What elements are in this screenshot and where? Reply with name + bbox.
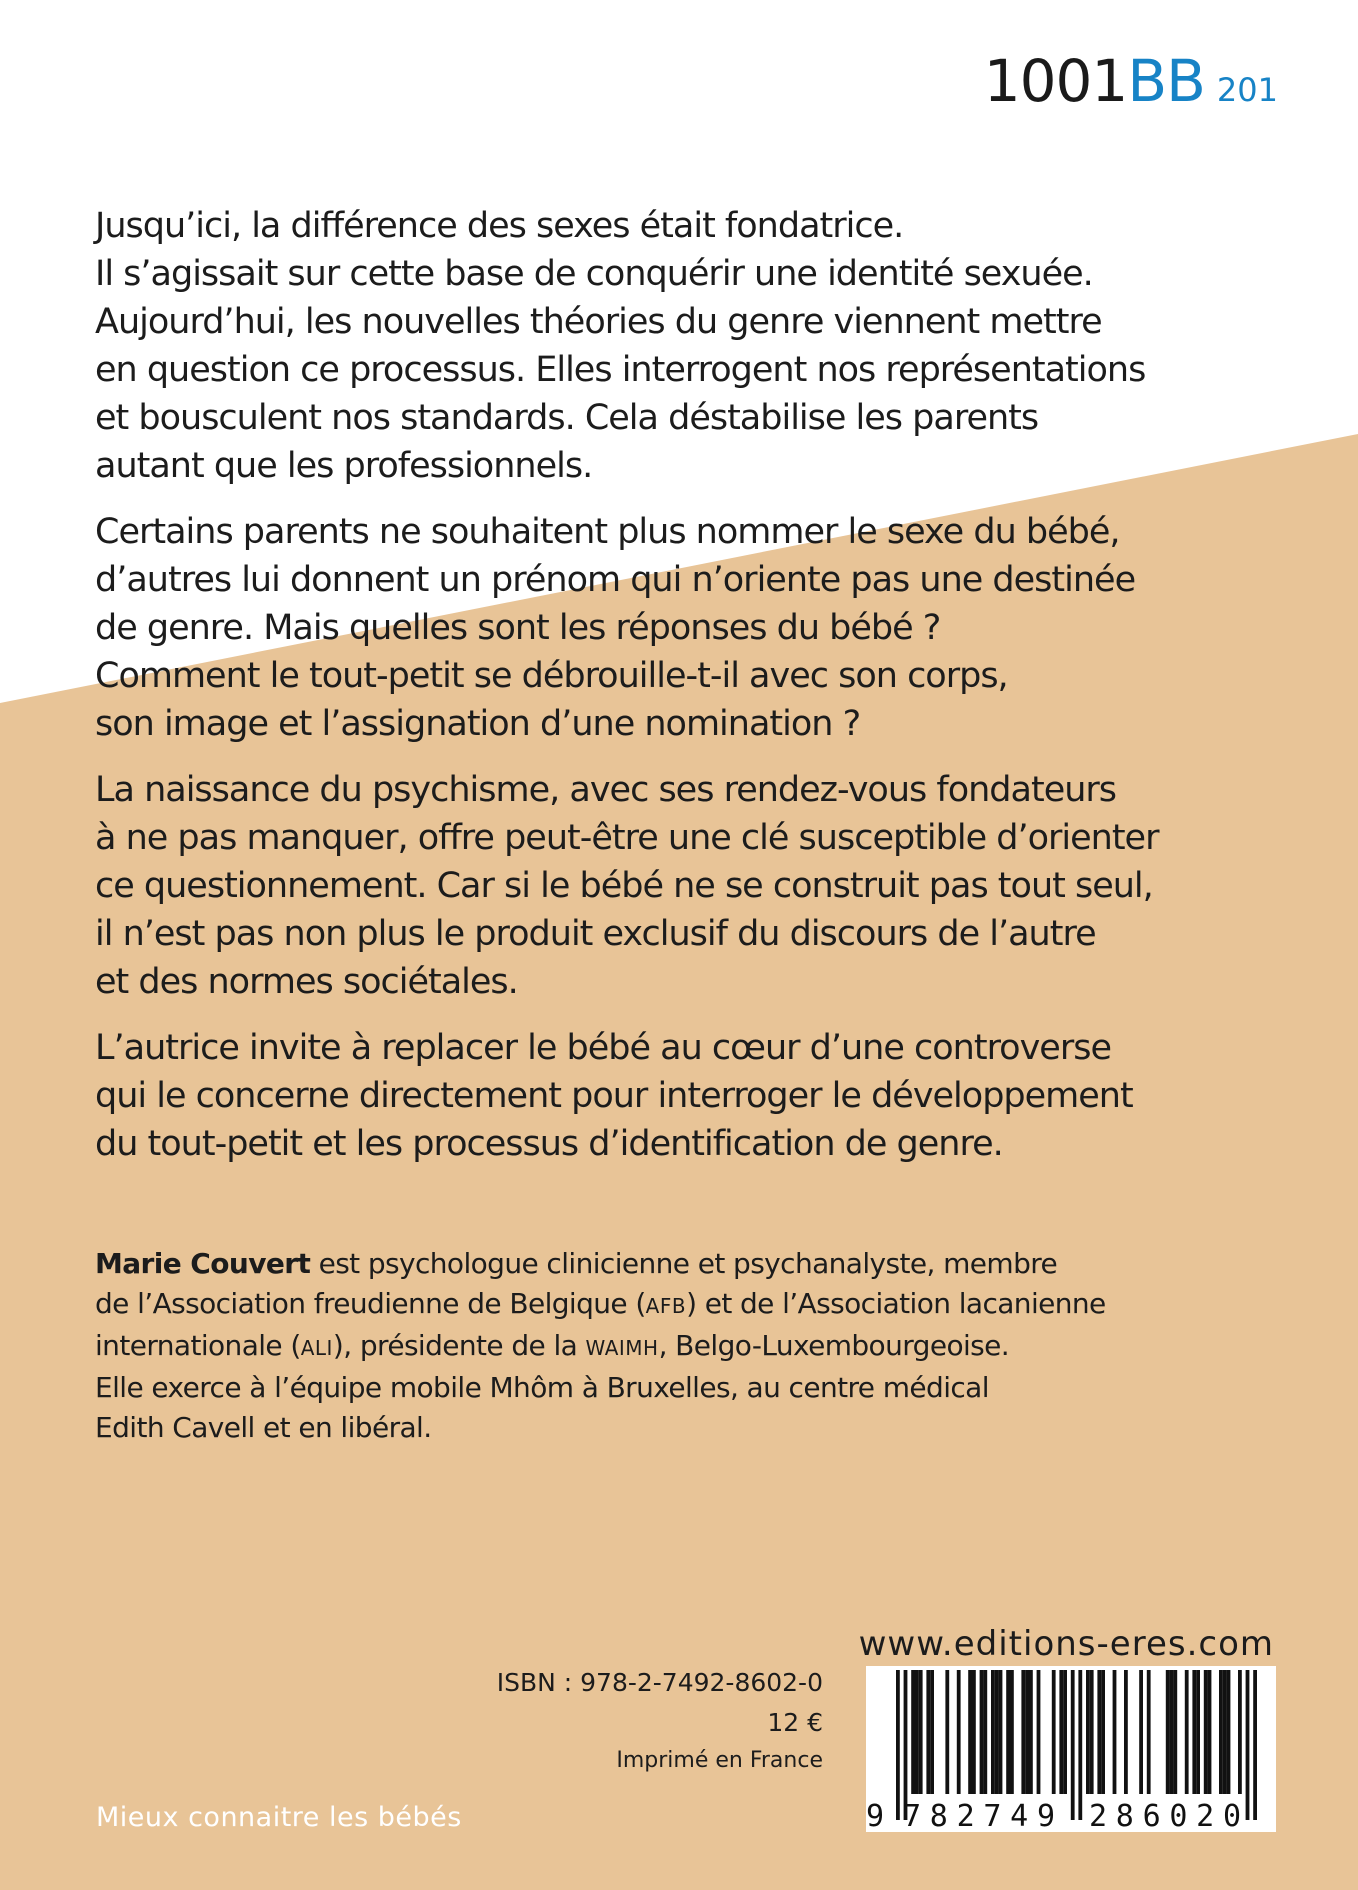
blurb-line: et des normes sociétales. — [95, 962, 518, 1002]
barcode-guard-bar — [1078, 1670, 1082, 1820]
barcode-left-digits: 782749 — [903, 1799, 1055, 1832]
publisher-website: www.editions-eres.com — [858, 1624, 1274, 1664]
author-bio-text: internationale ( — [95, 1329, 301, 1362]
blurb-line: son image et l’assignation d’une nomination ? — [95, 704, 861, 744]
barcode-bar — [991, 1670, 995, 1794]
barcode-bar — [957, 1670, 961, 1794]
barcode-guard-bar — [896, 1670, 900, 1820]
printed-in: Imprimé en France — [616, 1748, 823, 1773]
barcode-bar — [1219, 1670, 1223, 1794]
blurb-paragraph-4 — [95, 1024, 1275, 1168]
barcode-bar — [995, 1670, 999, 1794]
blurb-line: Il s’agissait sur cette base de conquérir une identité sexuée. — [95, 254, 1093, 294]
barcode-bar — [1208, 1670, 1212, 1794]
series-logo — [983, 47, 1278, 115]
barcode-bar — [1052, 1670, 1056, 1794]
barcode-guard-bar — [1253, 1670, 1257, 1820]
blurb-line: en question ce processus. Elles interrogent nos représentations — [95, 350, 1146, 390]
blurb-line: qui le concerne directement pour interroger le développement — [95, 1076, 1133, 1116]
acronym-ali: ALI — [300, 1336, 333, 1360]
barcode-bar — [1196, 1670, 1200, 1794]
blurb-line: La naissance du psychisme, avec ses rendez-vous fondateurs — [95, 770, 1117, 810]
blurb-line: il n’est pas non plus le produit exclusif du discours de l’autre — [95, 914, 1096, 954]
blurb-line: Jusqu’ici, la différence des sexes était fondatrice. — [95, 206, 904, 246]
barcode-bar — [930, 1670, 934, 1794]
barcode-bar — [1029, 1670, 1033, 1794]
barcode-bar — [1037, 1670, 1041, 1794]
barcode-bar — [1025, 1670, 1029, 1794]
author-bio-line — [95, 1244, 1275, 1284]
barcode-bar — [1223, 1670, 1227, 1794]
barcode-bar — [915, 1670, 919, 1794]
barcode-bar — [1170, 1670, 1174, 1794]
barcode-bar — [1185, 1670, 1189, 1794]
blurb-line: autant que les professionnels. — [95, 446, 593, 486]
barcode-bar — [999, 1670, 1003, 1794]
blurb-line: d’autres lui donnent un prénom qui n’oriente pas une destinée — [95, 560, 1136, 600]
author-bio — [95, 1244, 1275, 1448]
barcode — [866, 1666, 1276, 1832]
price: 12 € — [767, 1708, 823, 1737]
barcode-bar — [1124, 1670, 1128, 1794]
barcode-guard-bar — [1071, 1670, 1075, 1820]
author-bio-line — [95, 1284, 1275, 1326]
author-name: Marie Couvert — [95, 1247, 311, 1280]
author-bio-text: est psychologue clinicienne et psychanalyste, membre — [310, 1247, 1058, 1280]
barcode-bar — [1227, 1670, 1231, 1794]
barcode-graphic — [866, 1666, 1276, 1832]
barcode-bar — [945, 1670, 949, 1794]
acronym-afb: AFB — [645, 1294, 687, 1318]
barcode-bar — [1147, 1670, 1151, 1794]
blurb-paragraph-3 — [95, 766, 1275, 1006]
barcode-bar — [1192, 1670, 1196, 1794]
barcode-bar — [919, 1670, 923, 1794]
barcode-bar — [980, 1670, 984, 1794]
blurb-paragraph-2 — [95, 508, 1275, 748]
blurb-line: de genre. Mais quelles sont les réponses du bébé ? — [95, 608, 941, 648]
barcode-bar — [926, 1670, 930, 1794]
barcode-bar — [968, 1670, 972, 1794]
barcode-bar — [1166, 1670, 1170, 1794]
author-bio-line: Elle exerce à l’équipe mobile Mhôm à Bruxelles, au centre médical — [95, 1371, 989, 1404]
barcode-bar — [1139, 1670, 1143, 1794]
barcode-bar — [1101, 1670, 1105, 1794]
collection-name: Mieux connaitre les bébés — [96, 1802, 462, 1833]
barcode-guard-bar — [904, 1670, 908, 1820]
back-cover-blurb — [95, 202, 1275, 1186]
barcode-bar — [1021, 1670, 1025, 1794]
series-logo-suffix: BB — [1127, 47, 1205, 115]
barcode-bar — [983, 1670, 987, 1794]
acronym-waimh: WAIMH — [585, 1336, 659, 1360]
barcode-bar — [1097, 1670, 1101, 1794]
blurb-line: Aujourd’hui, les nouvelles théories du genre viennent mettre — [95, 302, 1102, 342]
blurb-line: Certains parents ne souhaitent plus nommer le sexe du bébé, — [95, 512, 1120, 552]
barcode-bar — [1059, 1670, 1063, 1794]
author-bio-text: ), présidente de la — [332, 1329, 586, 1362]
author-bio-text: ) et de l’Association lacanienne — [686, 1287, 1106, 1320]
series-logo-number: 201 — [1216, 71, 1278, 109]
barcode-bar — [911, 1670, 915, 1794]
blurb-line: du tout-petit et les processus d’identification de genre. — [95, 1124, 1003, 1164]
barcode-first-digit: 9 — [866, 1799, 885, 1832]
barcode-bar — [1113, 1670, 1117, 1794]
isbn: ISBN : 978-2-7492-8602-0 — [496, 1668, 823, 1697]
author-bio-line: Edith Cavell et en libéral. — [95, 1411, 432, 1444]
blurb-line: Comment le tout-petit se débrouille-t-il avec son corps, — [95, 656, 1008, 696]
barcode-bar — [1063, 1670, 1067, 1794]
author-bio-text: de l’Association freudienne de Belgique ( — [95, 1287, 646, 1320]
barcode-bar — [1006, 1670, 1010, 1794]
blurb-line: et bousculent nos standards. Cela déstabilise les parents — [95, 398, 1039, 438]
blurb-paragraph-1 — [95, 202, 1275, 490]
barcode-bar — [1204, 1670, 1208, 1794]
series-logo-prefix: 1001 — [983, 47, 1128, 115]
blurb-line: à ne pas manquer, offre peut-être une clé susceptible d’orienter — [95, 818, 1159, 858]
barcode-bar — [1238, 1670, 1242, 1794]
barcode-right-digits: 286020 — [1089, 1799, 1241, 1832]
blurb-line: ce questionnement. Car si le bébé ne se construit pas tout seul, — [95, 866, 1153, 906]
author-bio-line — [95, 1326, 1275, 1368]
barcode-bar — [972, 1670, 976, 1794]
barcode-bar — [1090, 1670, 1094, 1794]
barcode-guard-bar — [1246, 1670, 1250, 1820]
author-bio-text: , Belgo-Luxembourgeoise. — [658, 1329, 1010, 1362]
barcode-bar — [1173, 1670, 1177, 1794]
blurb-line: L’autrice invite à replacer le bébé au cœur d’une controverse — [95, 1028, 1112, 1068]
barcode-bar — [1010, 1670, 1014, 1794]
barcode-bar — [1086, 1670, 1090, 1794]
